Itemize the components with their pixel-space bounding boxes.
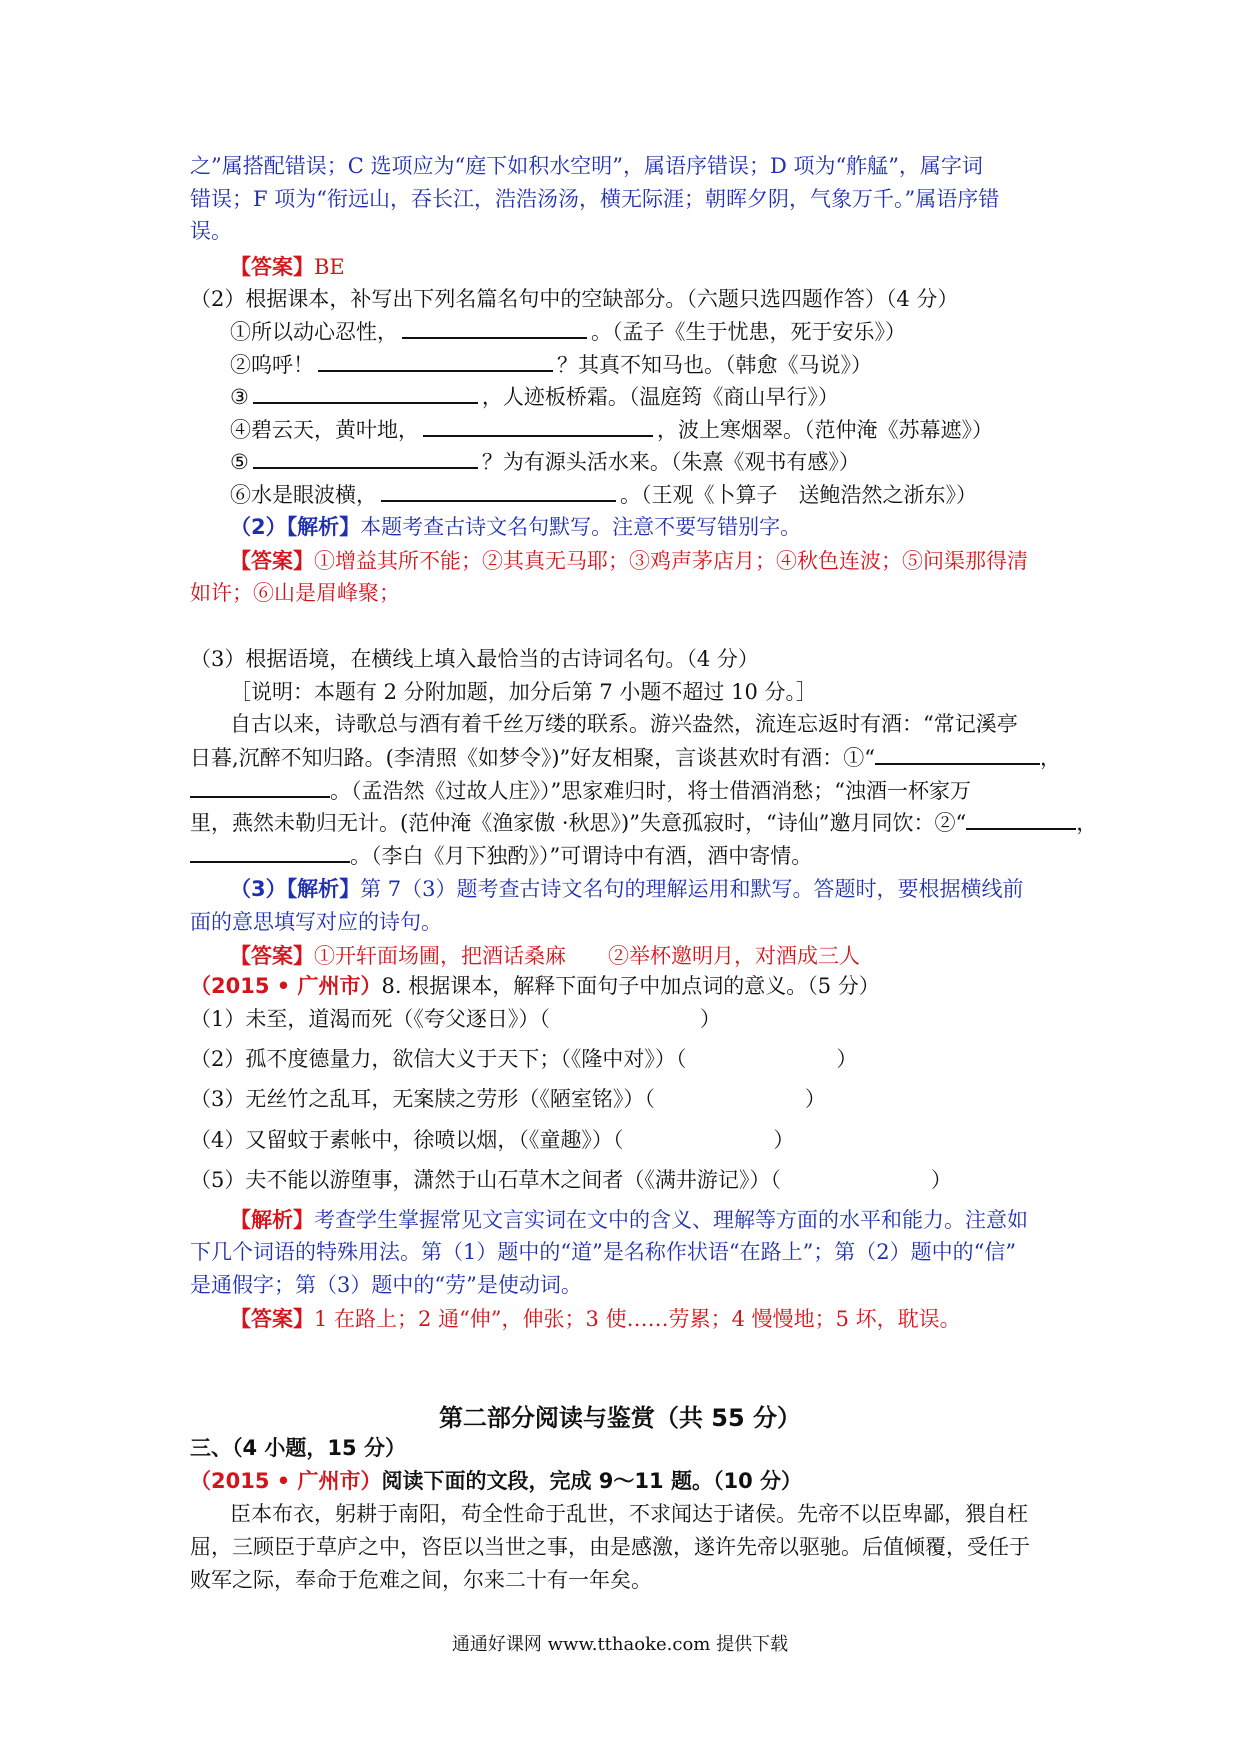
- para-text: ，: [1076, 811, 1098, 835]
- fill-blank[interactable]: [318, 348, 553, 372]
- q8-analysis-cont: 是通假字；第（3）题中的“劳”是使动词。: [190, 1273, 582, 1297]
- answer-tag: 【答案】: [230, 548, 314, 573]
- q8-item-4: [190, 1124, 794, 1157]
- answer-text: BE: [314, 255, 345, 279]
- item-close: ）: [699, 1007, 721, 1031]
- item-text: ，波上寒烟翠。（范仲淹《苏幕遮》）: [657, 418, 993, 442]
- item-text: ？为有源头活水来。（朱熹《观书有感》）: [481, 450, 860, 474]
- fill-blank[interactable]: [402, 315, 587, 339]
- q8-item-3: [190, 1083, 826, 1116]
- answer-tag: 【答案】: [230, 943, 314, 968]
- item-text: （3）无丝竹之乱耳，无案牍之劳形（《陋室铭》）（: [190, 1087, 655, 1111]
- instruction-text: 阅读下面的文段，完成 9～11 题。（10 分）: [381, 1469, 802, 1493]
- q8-stem: [190, 970, 880, 1003]
- fill-blank[interactable]: [253, 380, 478, 404]
- section-title: 第二部分阅读与鉴赏（共 55 分）: [438, 1404, 802, 1432]
- item-close: ）: [804, 1087, 826, 1111]
- page-footer: 通通好课网 www.tthaoke.com 提供下载: [451, 1634, 789, 1655]
- question-stem: 8. 根据课本，解释下面句子中加点词的意义。（5 分）: [381, 974, 880, 998]
- section-heading: 三、（4 小题，15 分）: [190, 1436, 406, 1460]
- q3-para: [190, 839, 812, 873]
- answer-text: ①增益其所不能；②其真无马耶；③鸡声茅店月；④秋色连波；⑤问渠那得清: [314, 549, 1028, 573]
- analysis-tag: （2）【解析】: [230, 515, 361, 539]
- para-text: 。（李白《月下独酌》）”可谓诗中有酒，酒中寄情。: [350, 844, 813, 868]
- q3-para: 自古以来，诗歌总与酒有着千丝万缕的联系。游兴盎然，流连忘返时有酒：“常记溪亭: [230, 712, 1018, 736]
- item-text: ②呜呼！: [230, 353, 314, 377]
- answer-text: ①开轩面场圃，把酒话桑麻 ②举杯邀明月，对酒成三人: [314, 944, 860, 968]
- q3-para: [190, 774, 971, 808]
- q2-answer-cont: 如许；⑥山是眉峰聚；: [190, 581, 400, 605]
- answer-text: 1 在路上；2 通“伸”，伸张；3 使……劳累；4 慢慢地；5 坏，耽误。: [314, 1307, 961, 1331]
- q8-analysis: [230, 1203, 1028, 1237]
- answer-tag: 【答案】: [230, 1306, 314, 1331]
- analysis-text: 本题考查古诗文名句默写。注意不要写错别字。: [360, 515, 802, 539]
- analysis-line: 误。: [190, 219, 232, 243]
- item-text: （2）孤不度德量力，欲信大义于天下；（《隆中对》）（: [190, 1047, 687, 1071]
- q3-analysis-cont: 面的意思填写对应的诗句。: [190, 910, 442, 934]
- item-text: ③: [230, 385, 249, 409]
- item-text: ⑥水是眼波横，: [230, 483, 377, 507]
- q3-para: [190, 806, 1097, 840]
- para-text: 。（孟浩然《过故人庄》）”思家难归时，将士借酒消愁；“浊酒一杯家万: [330, 779, 971, 803]
- q8-analysis-cont: 下几个词语的特殊用法。第（1）题中的“道”是名称作状语“在路上”；第（2）题中的“信”: [190, 1240, 1017, 1264]
- reading-instruction: [190, 1465, 802, 1498]
- item-text: ④碧云天，黄叶地，: [230, 418, 419, 442]
- q3-answer: [230, 939, 860, 973]
- para-text: 日暮,沉醉不知归路。(李清照《如梦令》)”好友相聚，言谈甚欢时有酒：①“: [190, 746, 876, 770]
- fill-blank[interactable]: [253, 445, 478, 469]
- question-source: （2015 • 广州市）: [190, 1469, 382, 1493]
- analysis-text: 第 7（3）题考查古诗文名句的理解运用和默写。答题时，要根据横线前: [360, 877, 1024, 901]
- q2-item-1: [230, 315, 906, 349]
- q2-item-2: [230, 348, 872, 382]
- q2-item-5: [230, 445, 860, 479]
- q8-item-2: [190, 1043, 857, 1076]
- q1-answer: [230, 250, 345, 284]
- q2-analysis: [230, 511, 801, 544]
- fill-blank[interactable]: [190, 774, 330, 798]
- para-text: ，: [1040, 746, 1062, 770]
- reading-passage: 败军之际，奉命于危难之间，尔来二十有一年矣。: [190, 1568, 652, 1592]
- q3-note: ［说明：本题有 2 分附加题，加分后第 7 小题不超过 10 分。］: [230, 680, 817, 704]
- q2-answer: [230, 544, 1028, 578]
- item-text: （4）又留蚊于素帐中，徐喷以烟，（《童趣》）（: [190, 1128, 624, 1152]
- item-close: ）: [773, 1128, 795, 1152]
- para-text: 里，燕然未勒归无计。(范仲淹《渔家傲 ·秋思》)”失意孤寂时，“诗仙”邀月同饮：②“: [190, 811, 967, 835]
- analysis-text: 考查学生掌握常见文言实词在文中的含义、理解等方面的水平和能力。注意如: [314, 1208, 1028, 1232]
- q2-item-6: [230, 478, 977, 512]
- item-text: ，人迹板桥霜。（温庭筠《商山早行》）: [481, 385, 839, 409]
- fill-blank[interactable]: [875, 741, 1040, 765]
- answer-tag: 【答案】: [230, 254, 314, 279]
- question-source: （2015 • 广州市）: [190, 974, 382, 998]
- item-text: ①所以动心忍性，: [230, 320, 398, 344]
- item-text: ⑤: [230, 450, 249, 474]
- q3-para: [190, 741, 1061, 775]
- fill-blank[interactable]: [381, 478, 616, 502]
- item-text: （1）未至，道渴而死（《夸父逐日》）（: [190, 1007, 550, 1031]
- item-text: （5）夫不能以游堕事，潇然于山石草木之间者（《满井游记》）（: [190, 1168, 781, 1192]
- q8-item-1: [190, 1003, 721, 1036]
- item-text: ？其真不知马也。（韩愈《马说》）: [557, 353, 872, 377]
- item-text: 。（孟子《生于忧患，死于安乐》）: [591, 320, 906, 344]
- item-text: 。（王观《卜算子 送鲍浩然之浙东》）: [620, 483, 977, 507]
- analysis-line: 错误；F 项为“衔远山，吞长江，浩浩汤汤，横无际涯；朝晖夕阴，气象万千。”属语序错: [190, 187, 1000, 211]
- q2-item-3: [230, 380, 839, 414]
- analysis-tag: 【解析】: [230, 1207, 314, 1232]
- fill-blank[interactable]: [966, 806, 1076, 830]
- reading-passage: 屈，三顾臣于草庐之中，咨臣以当世之事，由是感激，遂许先帝以驱驰。后值倾覆，受任于: [190, 1535, 1030, 1559]
- reading-passage: 臣本布衣，躬耕于南阳，苟全性命于乱世，不求闻达于诸侯。先帝不以臣卑鄙，猥自枉: [230, 1502, 1028, 1526]
- q2-stem: （2）根据课本，补写出下列名篇名句中的空缺部分。（六题只选四题作答）（4 分）: [190, 287, 959, 311]
- analysis-line: 之”属搭配错误；C 选项应为“庭下如积水空明”，属语序错误；D 项为“舴艋”，属字词: [190, 154, 983, 178]
- item-close: ）: [930, 1168, 952, 1192]
- item-close: ）: [836, 1047, 858, 1071]
- fill-blank[interactable]: [423, 413, 653, 437]
- q8-answer: [230, 1302, 961, 1336]
- q2-item-4: [230, 413, 993, 447]
- fill-blank[interactable]: [190, 839, 350, 863]
- q3-stem: （3）根据语境，在横线上填入最恰当的古诗词名句。（4 分）: [190, 647, 759, 671]
- q8-item-5: [190, 1164, 952, 1197]
- analysis-tag: （3）【解析】: [230, 877, 361, 901]
- q3-analysis: [230, 873, 1024, 906]
